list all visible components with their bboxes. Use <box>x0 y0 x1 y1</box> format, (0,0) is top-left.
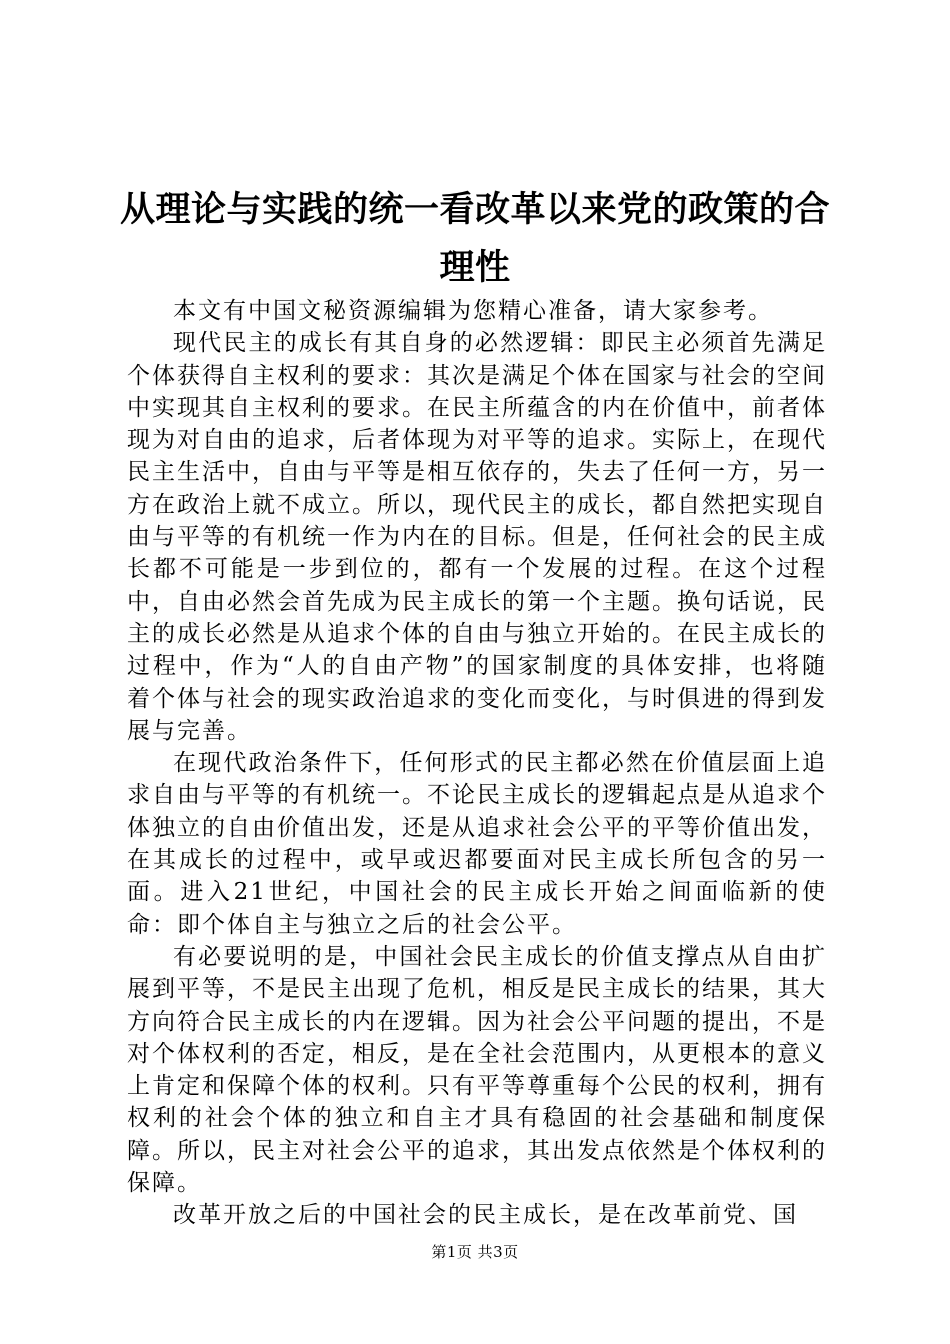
paragraph-4: 改革开放之后的中国社会的民主成长，是在改革前党、国 <box>173 1202 798 1229</box>
page-footer: 第1页 共3页 <box>431 1243 519 1261</box>
document-title: 从理论与实践的统一看改革以来党的政策的合理性 <box>119 190 830 288</box>
paragraph-3: 有必要说明的是，中国社会民主成长的价值支撑点从自由扩展到平等，不是民主出现了危机，相反是民主成长的结果，其大方向符合民主成长的内在逻辑。因为社会公平问题的提出，不是对个体权利的否定，相反，是在全社会范围内，从更根本的意义上肯定和保障个体的权利。只有平等尊重每个公民的权利，拥有权利的社会个体的独立和自主才具有稳固的社会基础和制度保障。所以，民主对社会公平的追求，其出发点依然是个体权利的保障。 <box>127 943 827 1197</box>
paragraph-2: 在现代政治条件下，任何形式的民主都必然在价值层面上追求自由与平等的有机统一。不论民主成长的逻辑起点是从追求个体独立的自由价值出发，还是从追求社会公平的平等价值出发，在其成长的过程中，或早或迟都要面对民主成长所包含的另一面。进入21世纪，中国社会的民主成长开始之间面临新的使命：即个体自主与独立之后的社会公平。 <box>127 750 827 938</box>
paragraph-intro: 本文有中国文秘资源编辑为您精心准备，请大家参考。 <box>173 298 773 324</box>
paragraph-1: 现代民主的成长有其自身的必然逻辑：即民主必须首先满足个体获得自主权利的要求：其次是满足个体在国家与社会的空间中实现其自主权利的要求。在民主所蕴含的内在价值中，前者体现为对自由的追求，后者体现为对平等的追求。实际上，在现代民主生活中，自由与平等是相互依存的，失去了任何一方，另一方在政治上就不成立。所以，现代民主的成长，都自然把实现自由与平等的有机统一作为内在的目标。但是，任何社会的民主成长都不可能是一步到位的，都有一个发展的过程。在这个过程中，自由必然会首先成为民主成长的第一个主题。换句话说，民主的成长必然是从追求个体的自由与独立开始的。在民主成长的过程中，作为“人的自由产物”的国家制度的具体安排，也将随着个体与社会的现实政治追求的变化而变化，与时俱进的得到发展与完善。 <box>127 330 827 744</box>
document-body <box>127 295 827 1232</box>
